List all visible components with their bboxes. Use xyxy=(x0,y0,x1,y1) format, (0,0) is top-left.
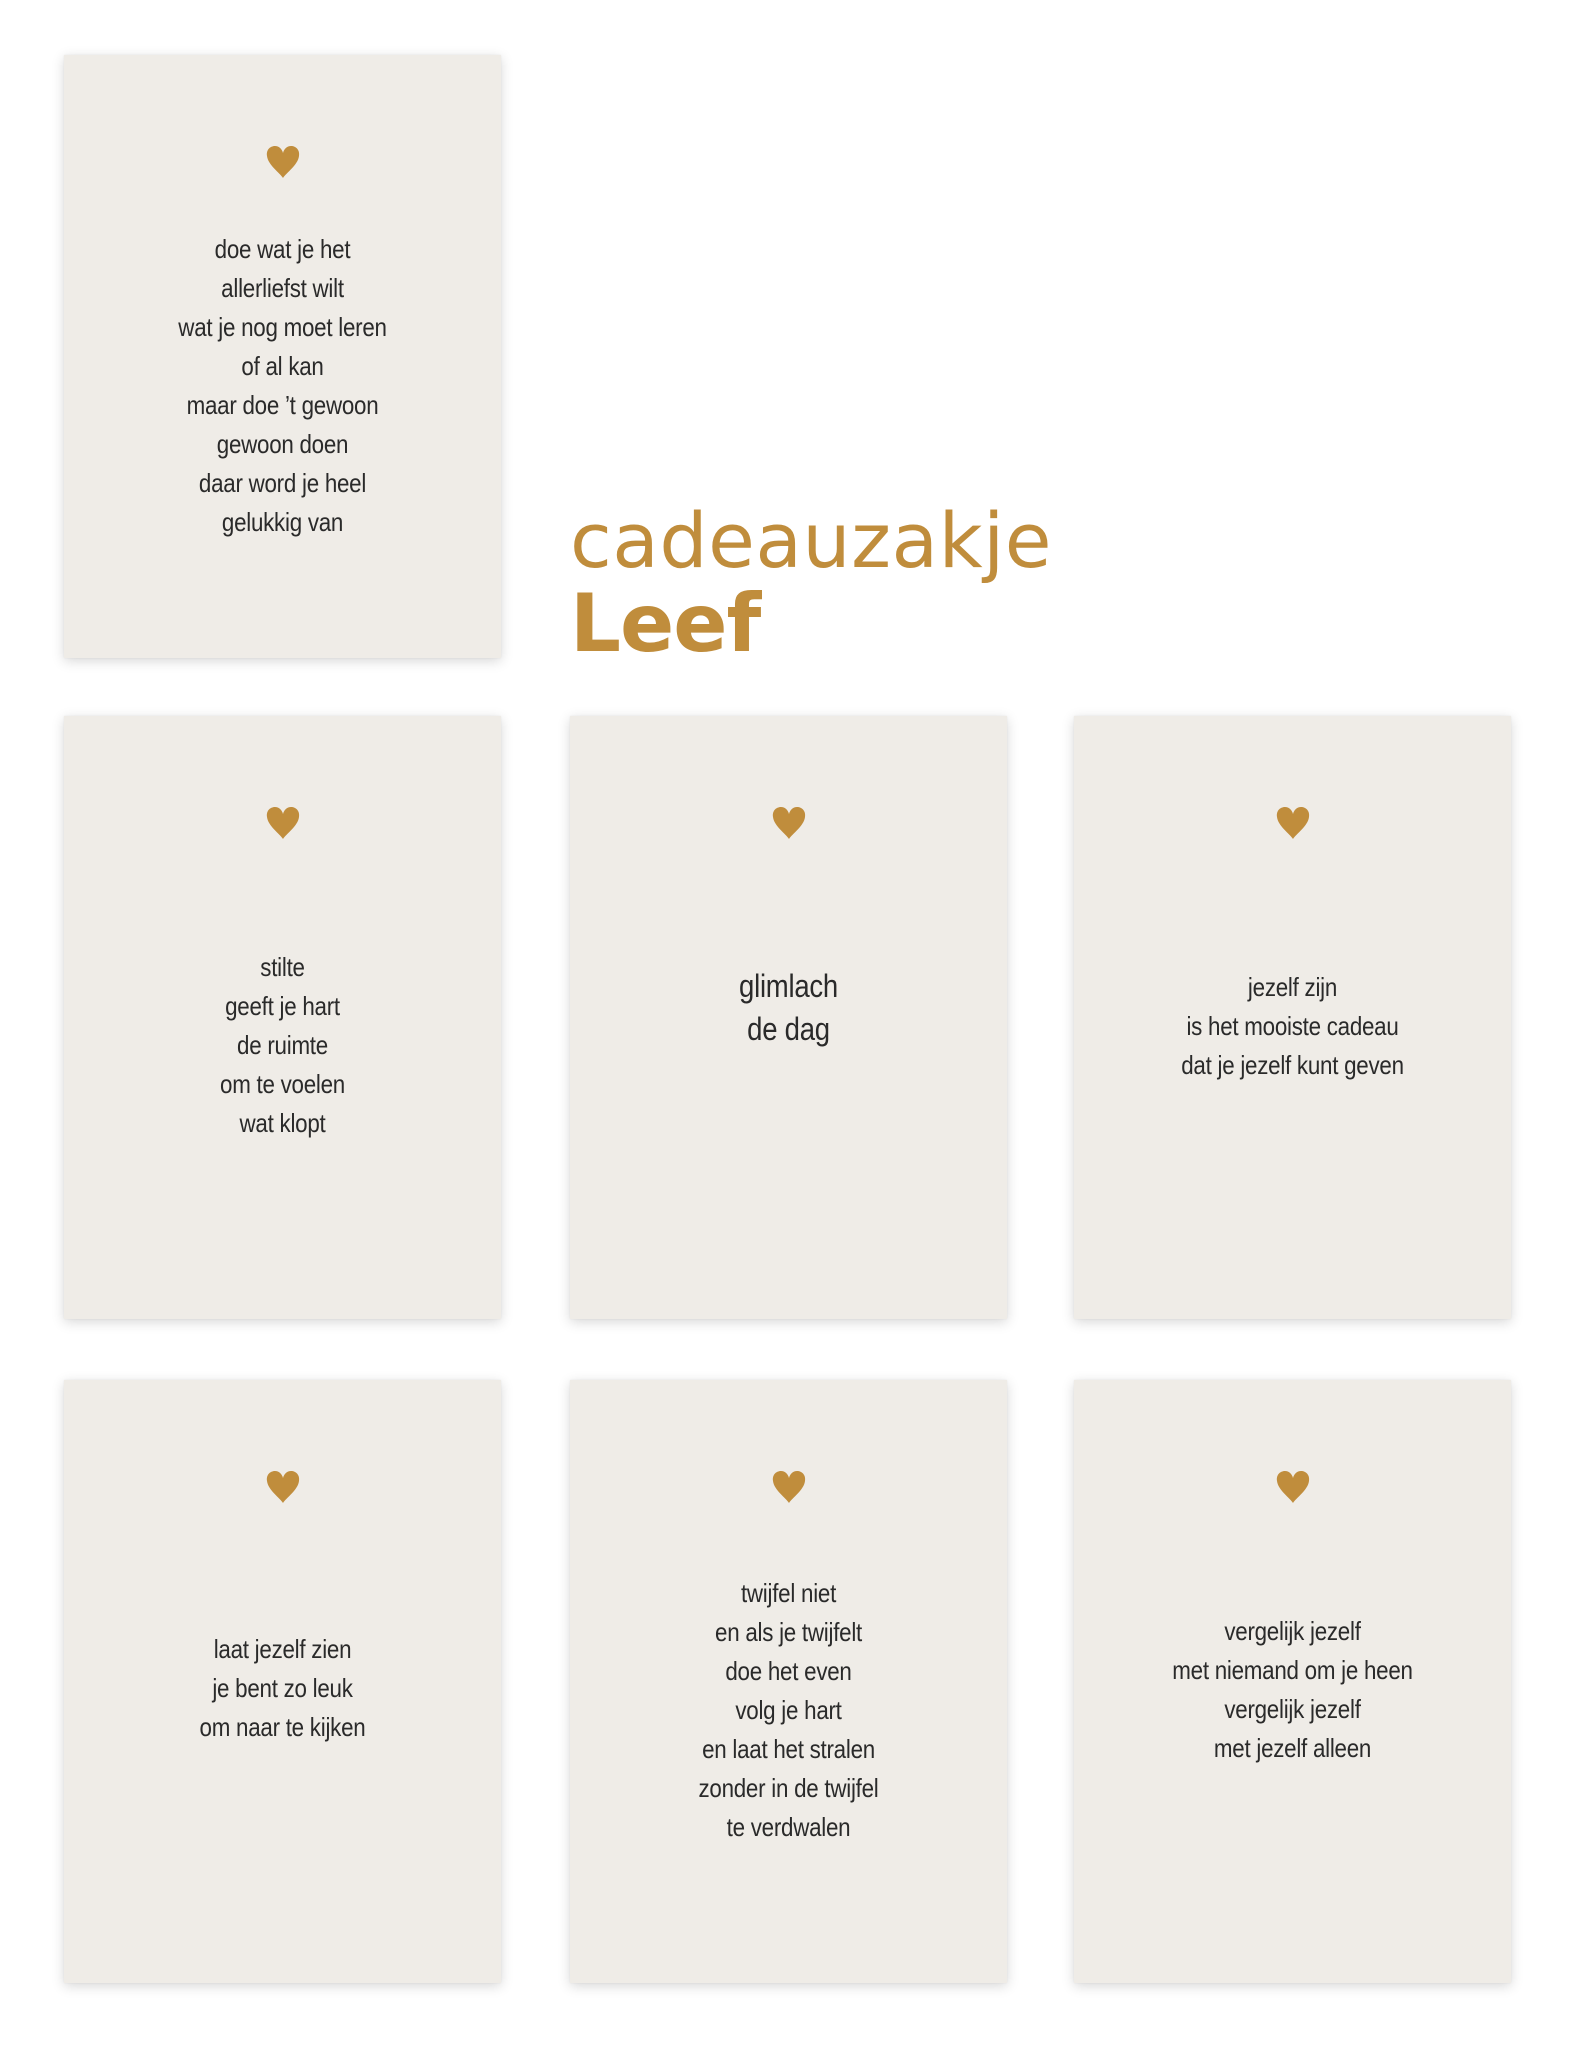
quote-card-5 xyxy=(64,1380,501,1983)
verse-line: dat je jezelf kunt geven xyxy=(1181,1050,1404,1080)
verse-line: volg je hart xyxy=(735,1695,842,1725)
card-verse xyxy=(1113,1612,1472,1768)
verse-line: stilte xyxy=(260,952,305,982)
verse-line: vergelijk jezelf xyxy=(1224,1616,1361,1646)
verse-line: en als je twijfelt xyxy=(715,1617,862,1647)
verse-line: met niemand om je heen xyxy=(1172,1655,1413,1685)
verse-line: gelukkig van xyxy=(221,507,344,537)
verse-line: wat je nog moet leren xyxy=(178,312,387,342)
card-verse xyxy=(1113,968,1472,1085)
product-title xyxy=(570,496,1052,670)
heart-icon xyxy=(771,1470,807,1504)
heart-icon xyxy=(1275,1470,1311,1504)
verse-line: glimlach xyxy=(739,968,838,1004)
heart-icon xyxy=(1275,806,1311,840)
quote-card-4 xyxy=(1074,716,1511,1319)
verse-line: of al kan xyxy=(241,351,324,381)
verse-line: en laat het stralen xyxy=(702,1734,875,1764)
verse-line: doe het even xyxy=(725,1656,852,1686)
verse-line: maar doe ’t gewoon xyxy=(186,390,379,420)
verse-line: laat jezelf zien xyxy=(213,1634,352,1664)
verse-line: allerliefst wilt xyxy=(221,273,344,303)
quote-card-1 xyxy=(64,55,501,658)
verse-line: is het mooiste cadeau xyxy=(1186,1011,1399,1041)
heart-icon xyxy=(265,145,301,179)
quote-card-6 xyxy=(570,1380,1007,1983)
verse-line: vergelijk jezelf xyxy=(1224,1694,1361,1724)
title-line-product: cadeauzakje xyxy=(570,496,1052,585)
verse-line: gewoon doen xyxy=(216,429,349,459)
card-verse xyxy=(103,230,462,542)
card-verse xyxy=(103,1630,462,1747)
quote-card-2 xyxy=(64,716,501,1319)
heart-icon xyxy=(265,1470,301,1504)
card-verse xyxy=(609,965,968,1051)
verse-line: twijfel niet xyxy=(740,1578,837,1608)
verse-line: wat klopt xyxy=(239,1108,326,1138)
quote-card-3 xyxy=(570,716,1007,1319)
quote-card-7 xyxy=(1074,1380,1511,1983)
verse-line: met jezelf alleen xyxy=(1213,1733,1372,1763)
title-line-name: Leef xyxy=(570,577,761,670)
verse-line: zonder in de twijfel xyxy=(698,1773,879,1803)
verse-line: te verdwalen xyxy=(726,1812,851,1842)
verse-line: de dag xyxy=(747,1011,830,1047)
heart-icon xyxy=(265,806,301,840)
verse-line: de ruimte xyxy=(237,1030,328,1060)
verse-line: om naar te kijken xyxy=(199,1712,366,1742)
card-verse xyxy=(103,948,462,1143)
verse-line: om te voelen xyxy=(220,1069,345,1099)
verse-line: je bent zo leuk xyxy=(212,1673,353,1703)
verse-line: jezelf zijn xyxy=(1247,972,1338,1002)
card-verse xyxy=(609,1574,968,1847)
verse-line: geeft je hart xyxy=(225,991,340,1021)
heart-icon xyxy=(771,806,807,840)
verse-line: doe wat je het xyxy=(214,234,351,264)
verse-line: daar word je heel xyxy=(198,468,367,498)
